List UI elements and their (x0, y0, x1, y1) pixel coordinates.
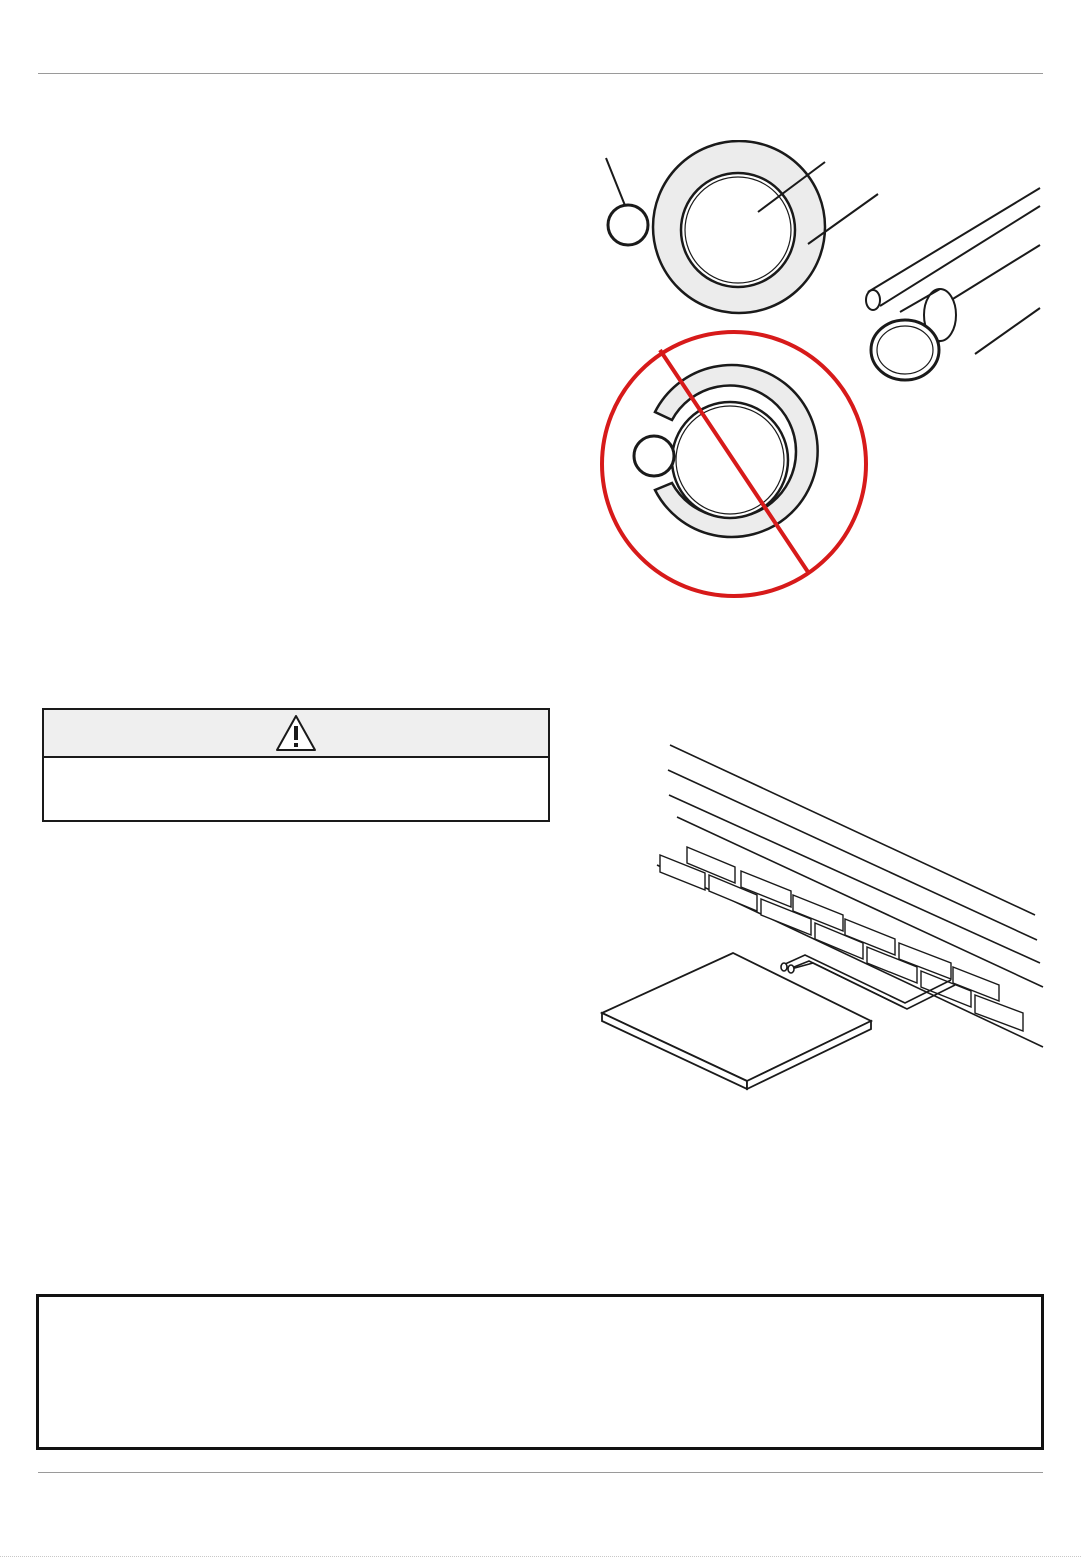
large-pipe (681, 173, 795, 287)
incorrect-arrangement (602, 332, 866, 596)
caution-text (44, 758, 548, 778)
wall-line (668, 770, 1037, 940)
caution-box (42, 708, 550, 822)
correct-arrangement (606, 141, 878, 313)
large-pipe-wrong (672, 402, 788, 518)
notice-text (39, 1297, 1041, 1325)
top-rule (38, 73, 1043, 74)
warning-triangle-icon (274, 713, 318, 753)
floor-pad (602, 953, 871, 1089)
notice-box (36, 1294, 1044, 1450)
page-edge (0, 1556, 1081, 1557)
small-pipe (608, 205, 648, 245)
wall-penetration-figure (595, 735, 1055, 1095)
small-pipe-wrong (634, 436, 674, 476)
bottom-rule (38, 1472, 1043, 1473)
caution-header (44, 710, 548, 758)
pipe-insulation-figure (580, 140, 1050, 610)
pipe-perspective (866, 188, 1040, 380)
